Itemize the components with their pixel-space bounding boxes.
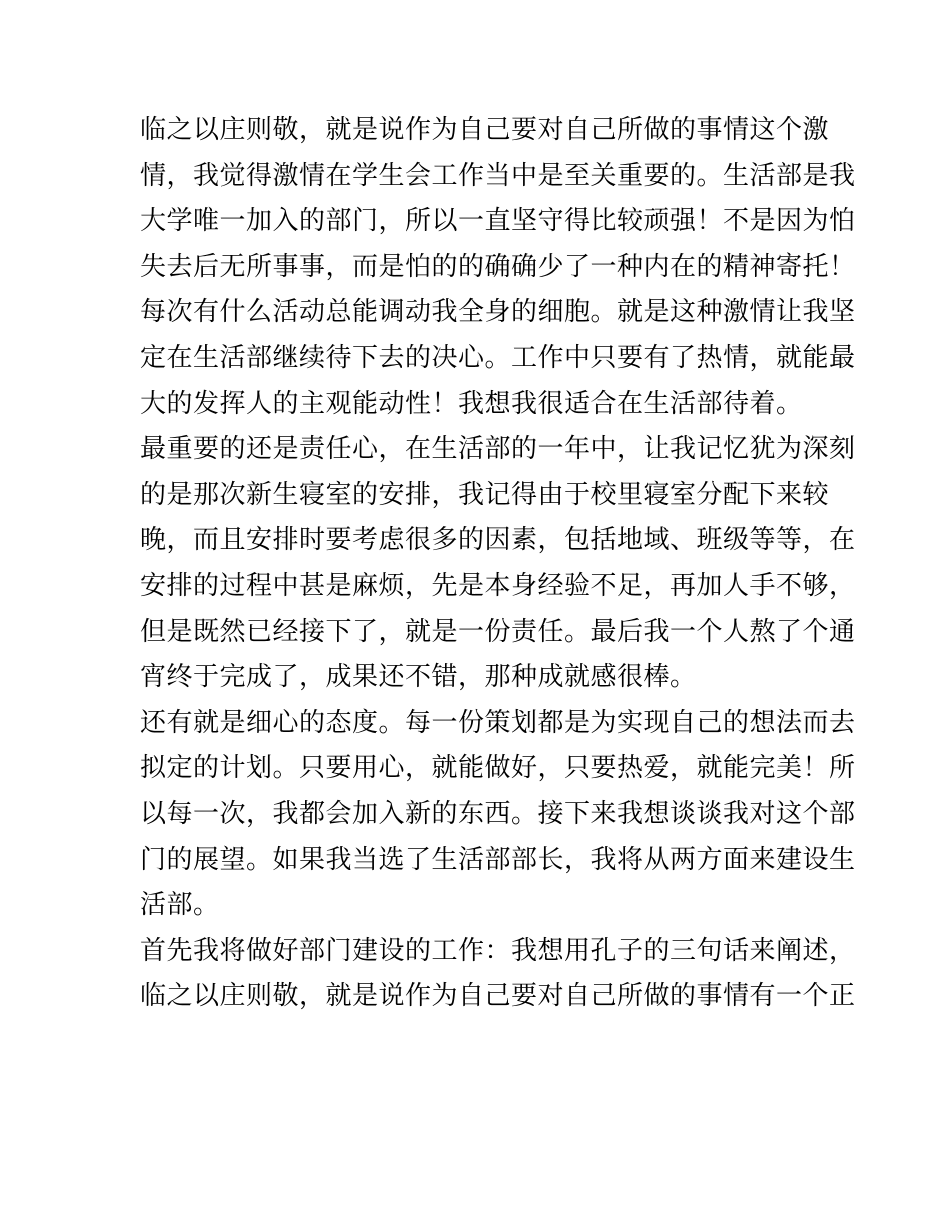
text-line: 每次有什么活动总能调动我全身的细胞。就是这种激情让我坚	[140, 297, 856, 328]
text-line: 以每一次，我都会加入新的东西。接下来我想谈谈我对这个部	[140, 798, 856, 829]
text-line: 晚，而且安排时要考虑很多的因素，包括地域、班级等等，在	[140, 525, 856, 556]
text-line: 首先我将做好部门建设的工作：我想用孔子的三句话来阐述，	[140, 935, 856, 966]
text-line: 安排的过程中甚是麻烦，先是本身经验不足，再加人手不够，	[140, 570, 856, 601]
text-line: 还有就是细心的态度。每一份策划都是为实现自己的想法而去	[140, 707, 856, 738]
text-line: 活部。	[140, 890, 220, 921]
text-line: 拟定的计划。只要用心，就能做好，只要热爱，就能完美！所	[140, 753, 856, 784]
text-line: 定在生活部继续待下去的决心。工作中只要有了热情，就能最	[140, 342, 856, 373]
text-line: 失去后无所事事，而是怕的的确确少了一种内在的精神寄托！	[140, 251, 856, 282]
text-line: 的是那次新生寝室的安排，我记得由于校里寝室分配下来较	[140, 479, 830, 510]
text-line: 门的展望。如果我当选了生活部部长，我将从两方面来建设生	[140, 844, 856, 875]
text-line: 大的发挥人的主观能动性！我想我很适合在生活部待着。	[140, 388, 803, 419]
text-line: 临之以庄则敬，就是说作为自己要对自己所做的事情这个激	[140, 115, 830, 145]
text-line: 大学唯一加入的部门，所以一直坚守得比较顽强！不是因为怕	[140, 206, 856, 237]
text-line: 宵终于完成了，成果还不错，那种成就感很棒。	[140, 662, 697, 693]
text-line: 情，我觉得激情在学生会工作当中是至关重要的。生活部是我	[140, 160, 856, 191]
text-line: 但是既然已经接下了，就是一份责任。最后我一个人熬了个通	[140, 616, 856, 647]
text-line: 最重要的还是责任心，在生活部的一年中，让我记忆犹为深刻	[140, 434, 856, 465]
body-text	[140, 108, 856, 1020]
text-line: 临之以庄则敬，就是说作为自己要对自己所做的事情有一个正	[140, 981, 856, 1012]
